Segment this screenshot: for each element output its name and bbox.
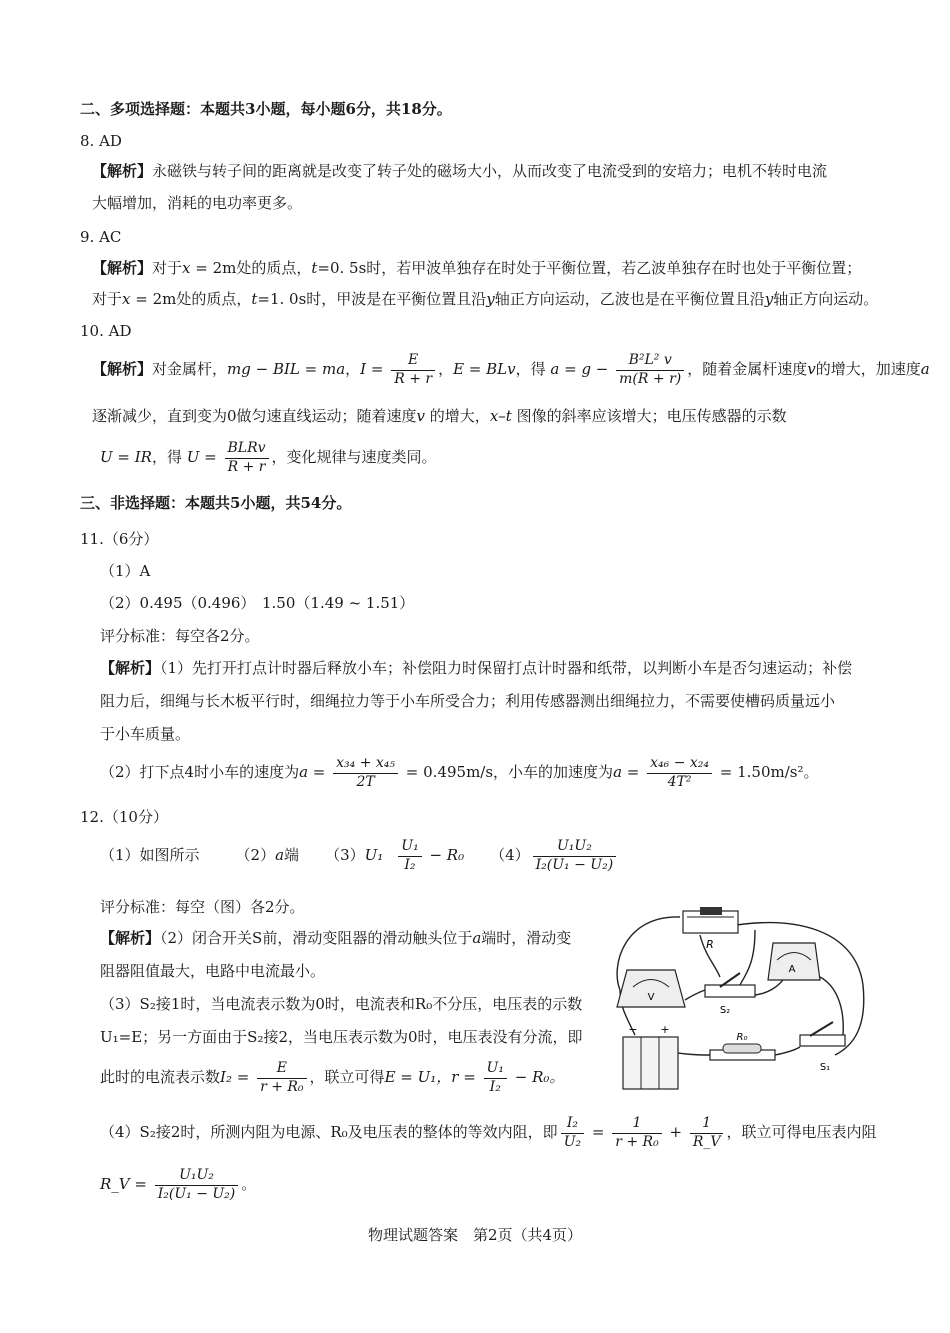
var: a — [275, 846, 285, 864]
var: a — [472, 929, 482, 947]
wire — [820, 977, 843, 1035]
q9-answer: 9. AC — [80, 228, 122, 246]
text: ，得 — [151, 448, 187, 466]
denominator: R + r — [394, 370, 433, 387]
text: 轴正方向运动。 — [773, 290, 879, 308]
denominator: 4T² — [667, 773, 692, 790]
fraction — [561, 1115, 584, 1151]
q11-header: 11.（6分） — [80, 530, 159, 548]
q12-explanation-line7 — [100, 1167, 256, 1203]
text: = 0.495m/s，小车的加速度为 — [401, 763, 614, 781]
denominator: U₂ — [563, 1133, 582, 1150]
text: 对于 — [92, 290, 123, 308]
denominator: I₂ — [404, 856, 416, 873]
voltmeter — [617, 970, 685, 1007]
numerator: U₁ — [484, 1060, 507, 1079]
q12-header: 12.（10分） — [80, 808, 168, 826]
label-V: V — [647, 992, 655, 1003]
text: ，联立可得 — [309, 1068, 385, 1086]
denominator: R + r — [227, 458, 266, 475]
equation: mg − BIL = ma — [227, 360, 346, 378]
denominator: m(R + r) — [619, 370, 682, 387]
q8-explanation-line1 — [92, 162, 827, 181]
q11-explanation-line2: 阻力后，细绳与长木板平行时，细绳拉力等于小车所受合力；利用传感器测出细绳拉力，不需要使槽码质量远小 — [100, 692, 836, 710]
label-plus: + — [660, 1023, 670, 1036]
denominator: R_V — [692, 1133, 721, 1150]
q11-part1: （1）A — [100, 562, 151, 580]
section-2-title: 二、多项选择题：本题共3小题，每小题6分，共18分。 — [80, 100, 452, 118]
denominator: 2T — [356, 773, 375, 790]
equation: E = U₁，r = — [384, 1068, 481, 1086]
text: ，随着金属杆速度 — [687, 360, 808, 378]
text: 此时的电流表示数 — [100, 1068, 221, 1086]
denominator: I₂ — [489, 1078, 501, 1095]
section-3-title: 三、非选择题：本题共5小题，共54分。 — [80, 494, 352, 512]
equation: E = BLv — [453, 360, 516, 378]
fraction — [333, 755, 398, 791]
wire — [740, 930, 755, 985]
var: t — [311, 259, 318, 277]
fraction — [398, 838, 421, 874]
battery-body — [623, 1037, 678, 1089]
text: = — [587, 1123, 610, 1141]
resistor-r0 — [710, 1032, 775, 1060]
numerator: B²L² v — [616, 352, 684, 371]
numerator: U₁ — [398, 838, 421, 857]
equation: R_V = — [100, 1175, 152, 1193]
equation: U = — [186, 448, 222, 466]
q11-explanation-line1 — [100, 659, 852, 678]
fraction — [690, 1115, 724, 1151]
text: （2）打下点4时小车的速度为 — [100, 763, 300, 781]
text: 永磁铁与转子间的距离就是改变了转子处的磁场大小，从而改变了电流受到的安培力；电机不转时电流 — [152, 162, 828, 180]
fraction — [484, 1060, 507, 1096]
q12-explanation-line6 — [100, 1115, 876, 1151]
numerator: I₂ — [561, 1115, 584, 1134]
explanation-tag: 【解析】 — [92, 162, 153, 180]
part1: （1）如图所示 — [100, 846, 200, 864]
numerator: U₁U₂ — [533, 838, 617, 857]
text: 图像的斜率应该增大；电压传感器的示数 — [511, 407, 787, 425]
text: 的增大， — [425, 407, 490, 425]
q12-explanation-line4: U₁=E；另一方面由于S₂接2，当电压表示数为0时，电压表没有分流，即 — [100, 1028, 583, 1046]
text: （1）先打开打点计时器后释放小车；补偿阻力时保留打点计时器和纸带，以判断小车是否匀速运动；补偿 — [160, 659, 853, 677]
equation: − R₀。 — [509, 1068, 565, 1086]
text: ，得 — [515, 360, 551, 378]
part2: （2） — [235, 846, 276, 864]
q10-answer: 10. AD — [80, 322, 132, 340]
s1-base — [800, 1035, 845, 1046]
rheostat — [683, 907, 738, 951]
numerator: x₃₄ + x₄₅ — [333, 755, 398, 774]
q10-explanation-line2 — [92, 407, 787, 426]
denominator: I₂(U₁ − U₂) — [535, 856, 614, 873]
text: = 2m处的质点， — [130, 290, 252, 308]
explanation-tag: 【解析】 — [100, 659, 161, 677]
text: = 2m处的质点， — [190, 259, 312, 277]
q10-explanation-line3 — [100, 440, 437, 476]
fraction — [616, 352, 684, 388]
text: 的增大，加速度 — [815, 360, 921, 378]
text: 对金属杆， — [152, 360, 228, 378]
numerator: 1 — [690, 1115, 724, 1134]
q12-answers — [100, 838, 619, 874]
rheostat-slider — [700, 907, 722, 915]
explanation-tag: 【解析】 — [92, 360, 153, 378]
fraction — [257, 1060, 306, 1096]
part4: （4） — [490, 846, 530, 864]
text: （2）闭合开关S前，滑动变阻器的滑动触头位于 — [160, 929, 473, 947]
fraction — [155, 1167, 239, 1203]
q8-explanation-line2: 大幅增加，消耗的电功率更多。 — [92, 194, 303, 212]
text: ， — [438, 360, 454, 378]
q12-explanation-line2: 阻器阻值最大，电路中电流最小。 — [100, 962, 326, 980]
text: ，变化规律与速度类同。 — [271, 448, 437, 466]
label-S2: S₂ — [719, 1005, 731, 1016]
label-minus: − — [628, 1023, 638, 1036]
fraction — [612, 1115, 661, 1151]
equation: a = — [613, 763, 645, 781]
var: x — [122, 290, 131, 308]
numerator: BLRv — [225, 440, 269, 459]
var: x–t — [489, 407, 512, 425]
q9-explanation-line1 — [92, 259, 861, 278]
q11-explanation-line4 — [100, 755, 819, 791]
text: = 1.50m/s²。 — [715, 763, 819, 781]
label-R: R — [706, 938, 714, 951]
var: y — [486, 290, 495, 308]
part3: （3） — [325, 846, 365, 864]
text: =0. 5s时，若甲波单独存在时处于平衡位置，若乙波单独存在时也处于平衡位置； — [317, 259, 862, 277]
q9-explanation-line2 — [92, 290, 878, 309]
equation: U = IR — [100, 448, 152, 466]
label-R0: R₀ — [736, 1032, 748, 1043]
switch-s1 — [800, 1022, 845, 1073]
numerator: 1 — [612, 1115, 661, 1134]
s2-base — [705, 985, 755, 997]
text: 端时，滑动变 — [481, 929, 572, 947]
wire — [685, 990, 705, 1000]
ammeter — [768, 943, 820, 980]
explanation-tag: 【解析】 — [92, 259, 153, 277]
switch-s2 — [705, 973, 755, 1016]
text: =1. 0s时，甲波是在平衡位置且沿 — [257, 290, 487, 308]
text: 对于 — [152, 259, 183, 277]
text: ，联立可得电压表内阻 — [726, 1123, 877, 1141]
q11-part2b: 1.50（1.49 ~ 1.51） — [262, 594, 415, 612]
equation: a = g − — [550, 360, 614, 378]
q12-explanation-line3: （3）S₂接1时，当电流表示数为0时，电流表和R₀不分压，电压表的示数 — [100, 995, 583, 1013]
var: v — [807, 360, 816, 378]
text: ， — [345, 360, 361, 378]
r0-body — [723, 1044, 761, 1053]
denominator: r + R₀ — [615, 1133, 659, 1150]
q8-answer: 8. AD — [80, 132, 122, 150]
explanation-tag: 【解析】 — [100, 929, 161, 947]
fraction — [647, 755, 712, 791]
var: v — [416, 407, 426, 425]
numerator: E — [391, 352, 435, 371]
q12-score: 评分标准：每空（图）各2分。 — [100, 898, 305, 916]
var: t — [251, 290, 258, 308]
q11-part2a: （2）0.495（0.496） — [100, 594, 256, 612]
var: U₁ — [364, 846, 384, 864]
fraction — [533, 838, 617, 874]
page-footer: 物理试题答案 第2页（共4页） — [367, 1226, 583, 1244]
wire — [775, 1047, 800, 1055]
numerator: E — [257, 1060, 306, 1079]
text: + — [664, 1123, 687, 1141]
equation: I₂ = — [220, 1068, 255, 1086]
text: （4）S₂接2时，所测内阻为电源、R₀及电压表的整体的等效内阻，即 — [100, 1123, 558, 1141]
q12-explanation-line5 — [100, 1060, 564, 1096]
text: 。 — [241, 1175, 257, 1193]
denominator: r + R₀ — [260, 1078, 304, 1095]
battery — [623, 1023, 678, 1089]
label-S1: S₁ — [819, 1062, 831, 1073]
part2-end: 端 — [284, 846, 300, 864]
text: 逐渐减少，直到变为0做匀速直线运动；随着速度 — [92, 407, 417, 425]
label-A: A — [788, 964, 796, 975]
equation: a = — [299, 763, 331, 781]
circuit-diagram — [605, 905, 875, 1095]
q12-explanation-line1 — [100, 929, 571, 948]
fraction — [225, 440, 269, 476]
fraction — [391, 352, 435, 388]
s1-lever — [810, 1022, 833, 1036]
var: y — [764, 290, 774, 308]
numerator: U₁U₂ — [155, 1167, 239, 1186]
numerator: x₄₆ − x₂₄ — [647, 755, 712, 774]
denominator: I₂(U₁ − U₂) — [157, 1185, 236, 1202]
var: x — [182, 259, 191, 277]
var: a — [920, 360, 930, 378]
q10-explanation-line1 — [92, 352, 930, 388]
text: 轴正方向运动，乙波也是在平衡位置且沿 — [494, 290, 765, 308]
equation: − R₀ — [424, 846, 465, 864]
q11-explanation-line3: 于小车质量。 — [100, 725, 191, 743]
q11-score: 评分标准：每空各2分。 — [100, 627, 260, 645]
equation: I = — [360, 360, 389, 378]
